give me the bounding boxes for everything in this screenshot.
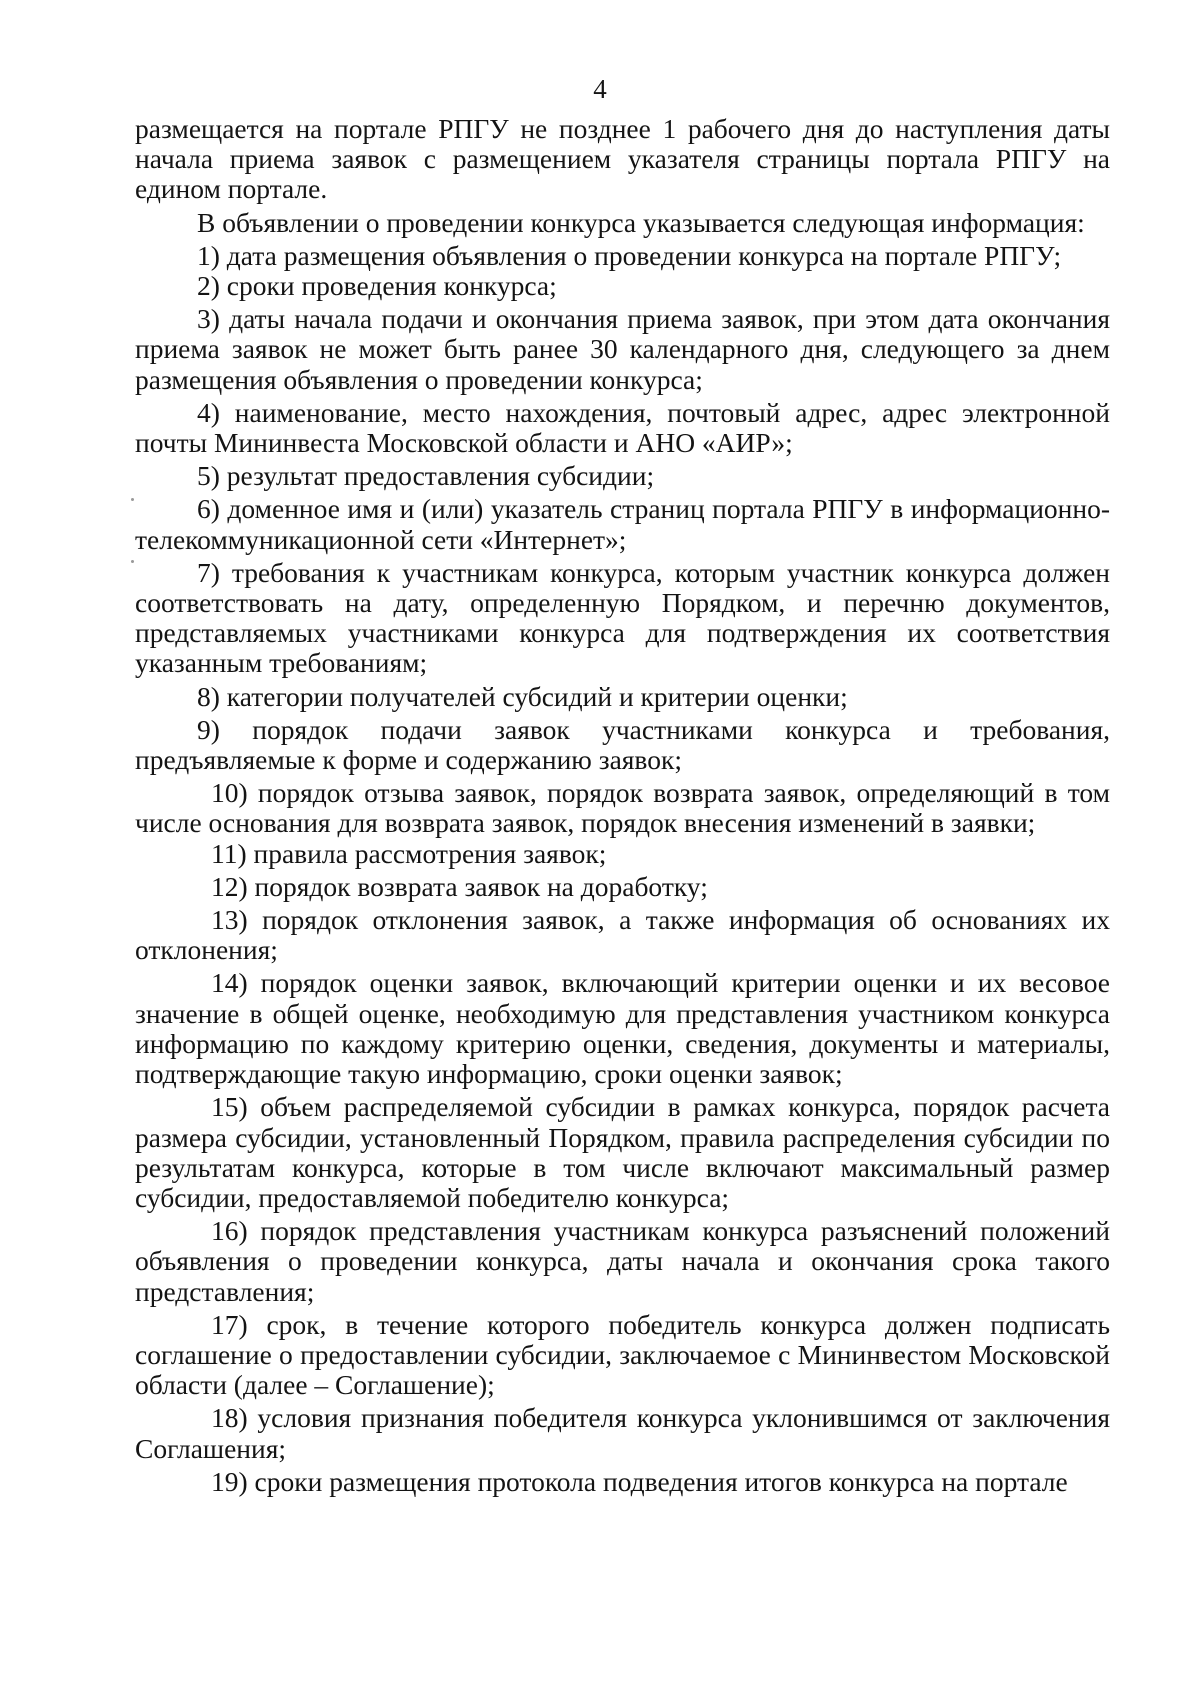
list-item: 16) порядок представления участникам конкурса разъяснений положений объявления о проведении конкурса, даты начала и окончания срока такого представления; [135, 1215, 1110, 1307]
list-item: 1) дата размещения объявления о проведении конкурса на портале РПГУ; [197, 239, 1062, 271]
list-item: 11) правила рассмотрения заявок; [211, 837, 607, 869]
list-item: 6) доменное имя и (или) указатель страниц портала РПГУ в информационно-телекоммуникационной сети «Интернет»; [135, 493, 1110, 555]
list-item: 2) сроки проведения конкурса; [197, 270, 557, 302]
page-number: 4 [593, 74, 607, 104]
scan-speck [131, 498, 134, 501]
list-item: 10) порядок отзыва заявок, порядок возврата заявок, определяющий в том числе основания для возврата заявок, порядок внесения изменений в заявки; [135, 777, 1110, 839]
document-body [135, 114, 1110, 1497]
list-item: 12) порядок возврата заявок на доработку; [211, 870, 708, 902]
paragraph: В объявлении о проведении конкурса указывается следующая информация: [197, 206, 1085, 238]
list-item: 8) категории получателей субсидий и критерии оценки; [197, 680, 848, 712]
list-item: 19) сроки размещения протокола подведения итогов конкурса на портале [211, 1465, 1068, 1497]
list-item: 5) результат предоставления субсидии; [197, 460, 655, 492]
list-item: 9) порядок подачи заявок участниками конкурса и требования, предъявляемые к форме и содержанию заявок; [135, 713, 1110, 776]
list-item: 13) порядок отклонения заявок, а также информация об основаниях их отклонения; [135, 904, 1110, 966]
list-item: 3) даты начала подачи и окончания приема заявок, при этом дата окончания приема заявок не может быть ранее 30 календарного дня, следующего за днем размещения объявления о проведении конкурса; [135, 303, 1110, 395]
list-item: 18) условия признания победителя конкурса уклонившимся от заключения Соглашения; [135, 1402, 1110, 1464]
paragraph: размещается на портале РПГУ не позднее 1 рабочего дня до наступления даты начала приема заявок с размещением указателя страницы портала РПГУ на едином портале. [135, 113, 1110, 205]
list-item: 14) порядок оценки заявок, включающий критерии оценки и их весовое значение в общей оценке, необходимую для представления участником конкурса информацию по каждому критерию оценки, сведения, документы и материалы, подтверждающие такую информацию, сроки оценки заявок; [135, 967, 1110, 1090]
list-item: 4) наименование, место нахождения, почтовый адрес, адрес электронной почты Мининвеста Московской области и АНО «АИР»; [135, 396, 1110, 459]
scan-speck [131, 560, 134, 563]
list-item: 15) объем распределяемой субсидии в рамках конкурса, порядок расчета размера субсидии, установленный Порядком, правила распределения субсидии по результатам конкурса, которые в том числе включают максимальный размер субсидии, предоставляемой победителю конкурса; [135, 1091, 1110, 1213]
list-item: 7) требования к участникам конкурса, которым участник конкурса должен соответствовать на дату, определенную Порядком, и перечню документов, представляемых участниками конкурса для подтверждения их соответствия указанным требованиям; [135, 556, 1110, 679]
list-item: 17) срок, в течение которого победитель конкурса должен подписать соглашение о предоставлении субсидии, заключаемое с Мининвестом Московской области (далее – Соглашение); [135, 1308, 1110, 1401]
